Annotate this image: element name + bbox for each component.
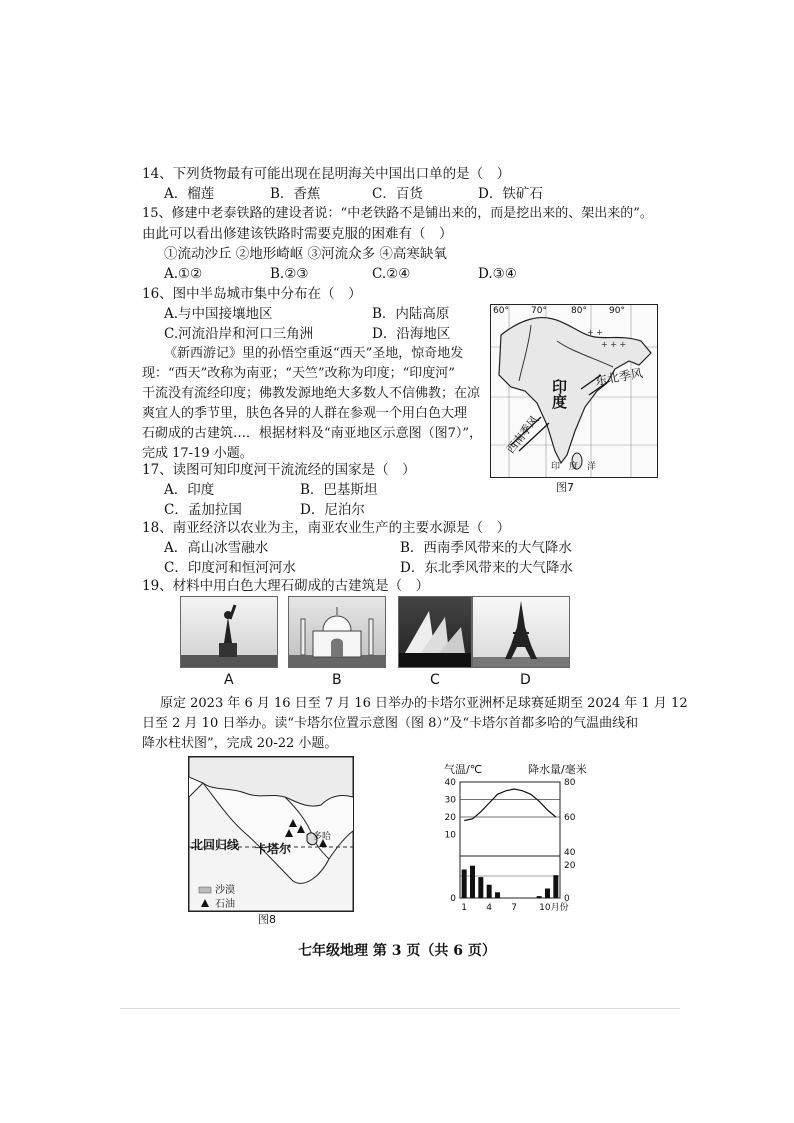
fig7-lon-90: 90° [609, 306, 625, 316]
q14-stem: 14、下列货物最有可能出现在昆明海关中国出口单的是（ ） [142, 166, 511, 182]
climate-left-tick-30: 30 [444, 795, 456, 806]
precip-bar-1 [462, 870, 467, 899]
photo-caption-d: D [520, 672, 531, 688]
fig7-lon-70: 70° [531, 306, 547, 316]
precip-bar-12 [553, 875, 558, 898]
figure8-qatar-map [188, 756, 354, 912]
climate-chart-svg [440, 760, 600, 920]
taj-mahal-icon [289, 597, 385, 667]
q18-stem: 18、南亚经济以农业为主，南亚农业生产的主要水源是（ ） [142, 520, 511, 536]
climate-x-tick-10: 10月份 [539, 903, 569, 913]
photo-b-taj-mahal [288, 596, 386, 668]
precip-bar-4 [487, 885, 492, 898]
climate-ylabel-right: 降水量/毫米 [528, 763, 587, 776]
precip-bar-5 [495, 892, 500, 898]
fig7-label-ocean: 印 度 洋 [551, 462, 597, 472]
fig7-label-sw-monsoon: 西南季风 [503, 413, 542, 457]
fig7-caption: 图7 [556, 481, 574, 494]
figure7-south-asia-map [490, 304, 658, 478]
svg-text:+ + +: + + + [601, 340, 627, 349]
precip-bar-3 [478, 877, 483, 898]
q15-option-a: A.①② [164, 266, 203, 282]
q17-option-b: B．巴基斯坦 [300, 482, 378, 498]
passage1-line2: 现：“西天”改称为南亚；“天竺”改称为印度；“印度河” [142, 366, 455, 381]
passage1-line5: 石砌成的古建筑…．根据材料及“南亚地区示意图（图7）”， [142, 426, 483, 441]
photo-c-sydney-opera-house [398, 596, 472, 668]
fig8-legend-desert: 沙漠 [215, 885, 235, 896]
q17-stem: 17、读图可知印度河干流流经的国家是（ ） [142, 462, 416, 478]
opera-house-icon [399, 597, 471, 667]
q16-stem: 16、图中半岛城市集中分布在（ ） [142, 286, 362, 302]
climate-left-tick-40: 40 [444, 778, 456, 788]
passage2-line2: 日至 2 月 10 日举办。读“卡塔尔位置示意图（图 8）”及“卡塔尔首都多哈的气温曲线和 [142, 716, 639, 731]
page-footer: 七年级地理 第 3 页（共 6 页） [298, 943, 496, 959]
fig7-label-india: 印度 [550, 379, 568, 409]
photo-d-eiffel-tower [472, 596, 570, 668]
bottom-rule [120, 1008, 680, 1009]
q15-option-b: B.②③ [270, 266, 309, 282]
photo-caption-a: A [224, 672, 234, 688]
passage1-line6: 完成 17-19 小题。 [142, 446, 253, 461]
passage1-line4: 爽宜人的季节里，肤色各异的人群在参观一个用白色大理 [142, 406, 468, 421]
q15-stem-line1: 15、修建中老泰铁路的建设者说：“中老铁路不是铺出来的，而是挖出来的、架出来的”。 [142, 206, 653, 221]
q15-items: ①流动沙丘 ②地形崎岖 ③河流众多 ④高寒缺氧 [164, 246, 447, 262]
climate-right-tick-top-80: 80 [564, 778, 576, 788]
passage1-line3: 干流没有流经印度；佛教发源地绝大多数人不信佛教；在凉 [142, 386, 481, 401]
statue-of-liberty-icon [181, 597, 277, 667]
q16-option-c: C.河流沿岸和河口三角洲 [164, 326, 314, 342]
fig7-label-ne-monsoon: 东北季风 [594, 365, 644, 389]
q18-option-a: A．高山冰雪融水 [164, 540, 269, 556]
climate-x-tick-7: 7 [511, 903, 518, 913]
q17-option-c: C．孟加拉国 [164, 502, 242, 518]
passage2-line3: 降水柱状图”，完成 20-22 小题。 [142, 736, 338, 751]
q14-option-a: A．榴莲 [164, 186, 215, 202]
precip-bar-10 [537, 896, 542, 898]
fig8-label-doha: 多哈 [313, 832, 332, 842]
climate-x-tick-4: 4 [486, 903, 493, 913]
q15-option-d: D.③④ [478, 266, 517, 282]
climate-left-tick-10: 10 [444, 830, 456, 841]
doha-climate-chart [440, 760, 600, 920]
q18-option-b: B．西南季风带来的大气降水 [400, 540, 572, 556]
climate-right-tick-0: 0 [564, 894, 570, 904]
q15-option-c: C.②④ [372, 266, 411, 282]
climate-left-tick-0: 0 [450, 894, 456, 904]
q17-option-a: A．印度 [164, 482, 215, 498]
climate-right-tick-20: 20 [564, 861, 576, 871]
photo-a-statue-of-liberty [180, 596, 278, 668]
q16-option-d: D．沿海地区 [372, 326, 451, 342]
photo-caption-b: B [332, 672, 342, 688]
passage1-line1: 《新西游记》里的孙悟空重返“西天”圣地，惊奇地发 [164, 346, 464, 361]
precip-bar-2 [470, 866, 475, 898]
q15-stem-line2: 由此可以看出修建该铁路时需要克服的困难有（ ） [142, 226, 453, 242]
climate-ylabel-left: 气温/℃ [444, 763, 483, 776]
fig7-lon-60: 60° [493, 306, 509, 316]
temperature-curve [464, 789, 556, 821]
climate-right-tick-top-60: 60 [564, 813, 576, 823]
q16-option-a: A.与中国接壤地区 [164, 306, 273, 322]
q18-option-c: C．印度河和恒河河水 [164, 560, 296, 576]
climate-left-tick-20: 20 [444, 813, 456, 823]
q14-option-c: C．百货 [372, 186, 423, 202]
fig8-legend-oil: 石油 [215, 899, 235, 910]
fig8-label-qatar: 卡塔尔 [255, 842, 292, 856]
eiffel-tower-icon [473, 597, 569, 667]
photo-caption-c: C [430, 672, 440, 688]
q19-stem: 19、材料中用白色大理石砌成的古建筑是（ ） [142, 578, 430, 594]
q14-option-b: B．香蕉 [270, 186, 321, 202]
fig8-caption: 图8 [258, 913, 276, 926]
fig7-lon-80: 80° [571, 306, 587, 316]
q18-option-d: D．东北季风带来的大气降水 [400, 560, 573, 576]
q14-option-d: D．铁矿石 [478, 186, 543, 202]
svg-text:+ +: + + [587, 328, 603, 337]
climate-x-tick-1: 1 [461, 903, 468, 913]
fig8-label-tropic: 北回归线 [191, 838, 240, 852]
precip-bar-11 [545, 889, 550, 899]
q16-option-b: B．内陆高原 [372, 306, 450, 322]
climate-right-tick-top-40: 40 [564, 848, 576, 858]
q17-option-d: D．尼泊尔 [300, 502, 365, 518]
passage2-line1: 原定 2023 年 6 月 16 日至 7 月 16 日举办的卡塔尔亚洲杯足球赛延期至 2024 年 1 月 12 [160, 696, 688, 711]
